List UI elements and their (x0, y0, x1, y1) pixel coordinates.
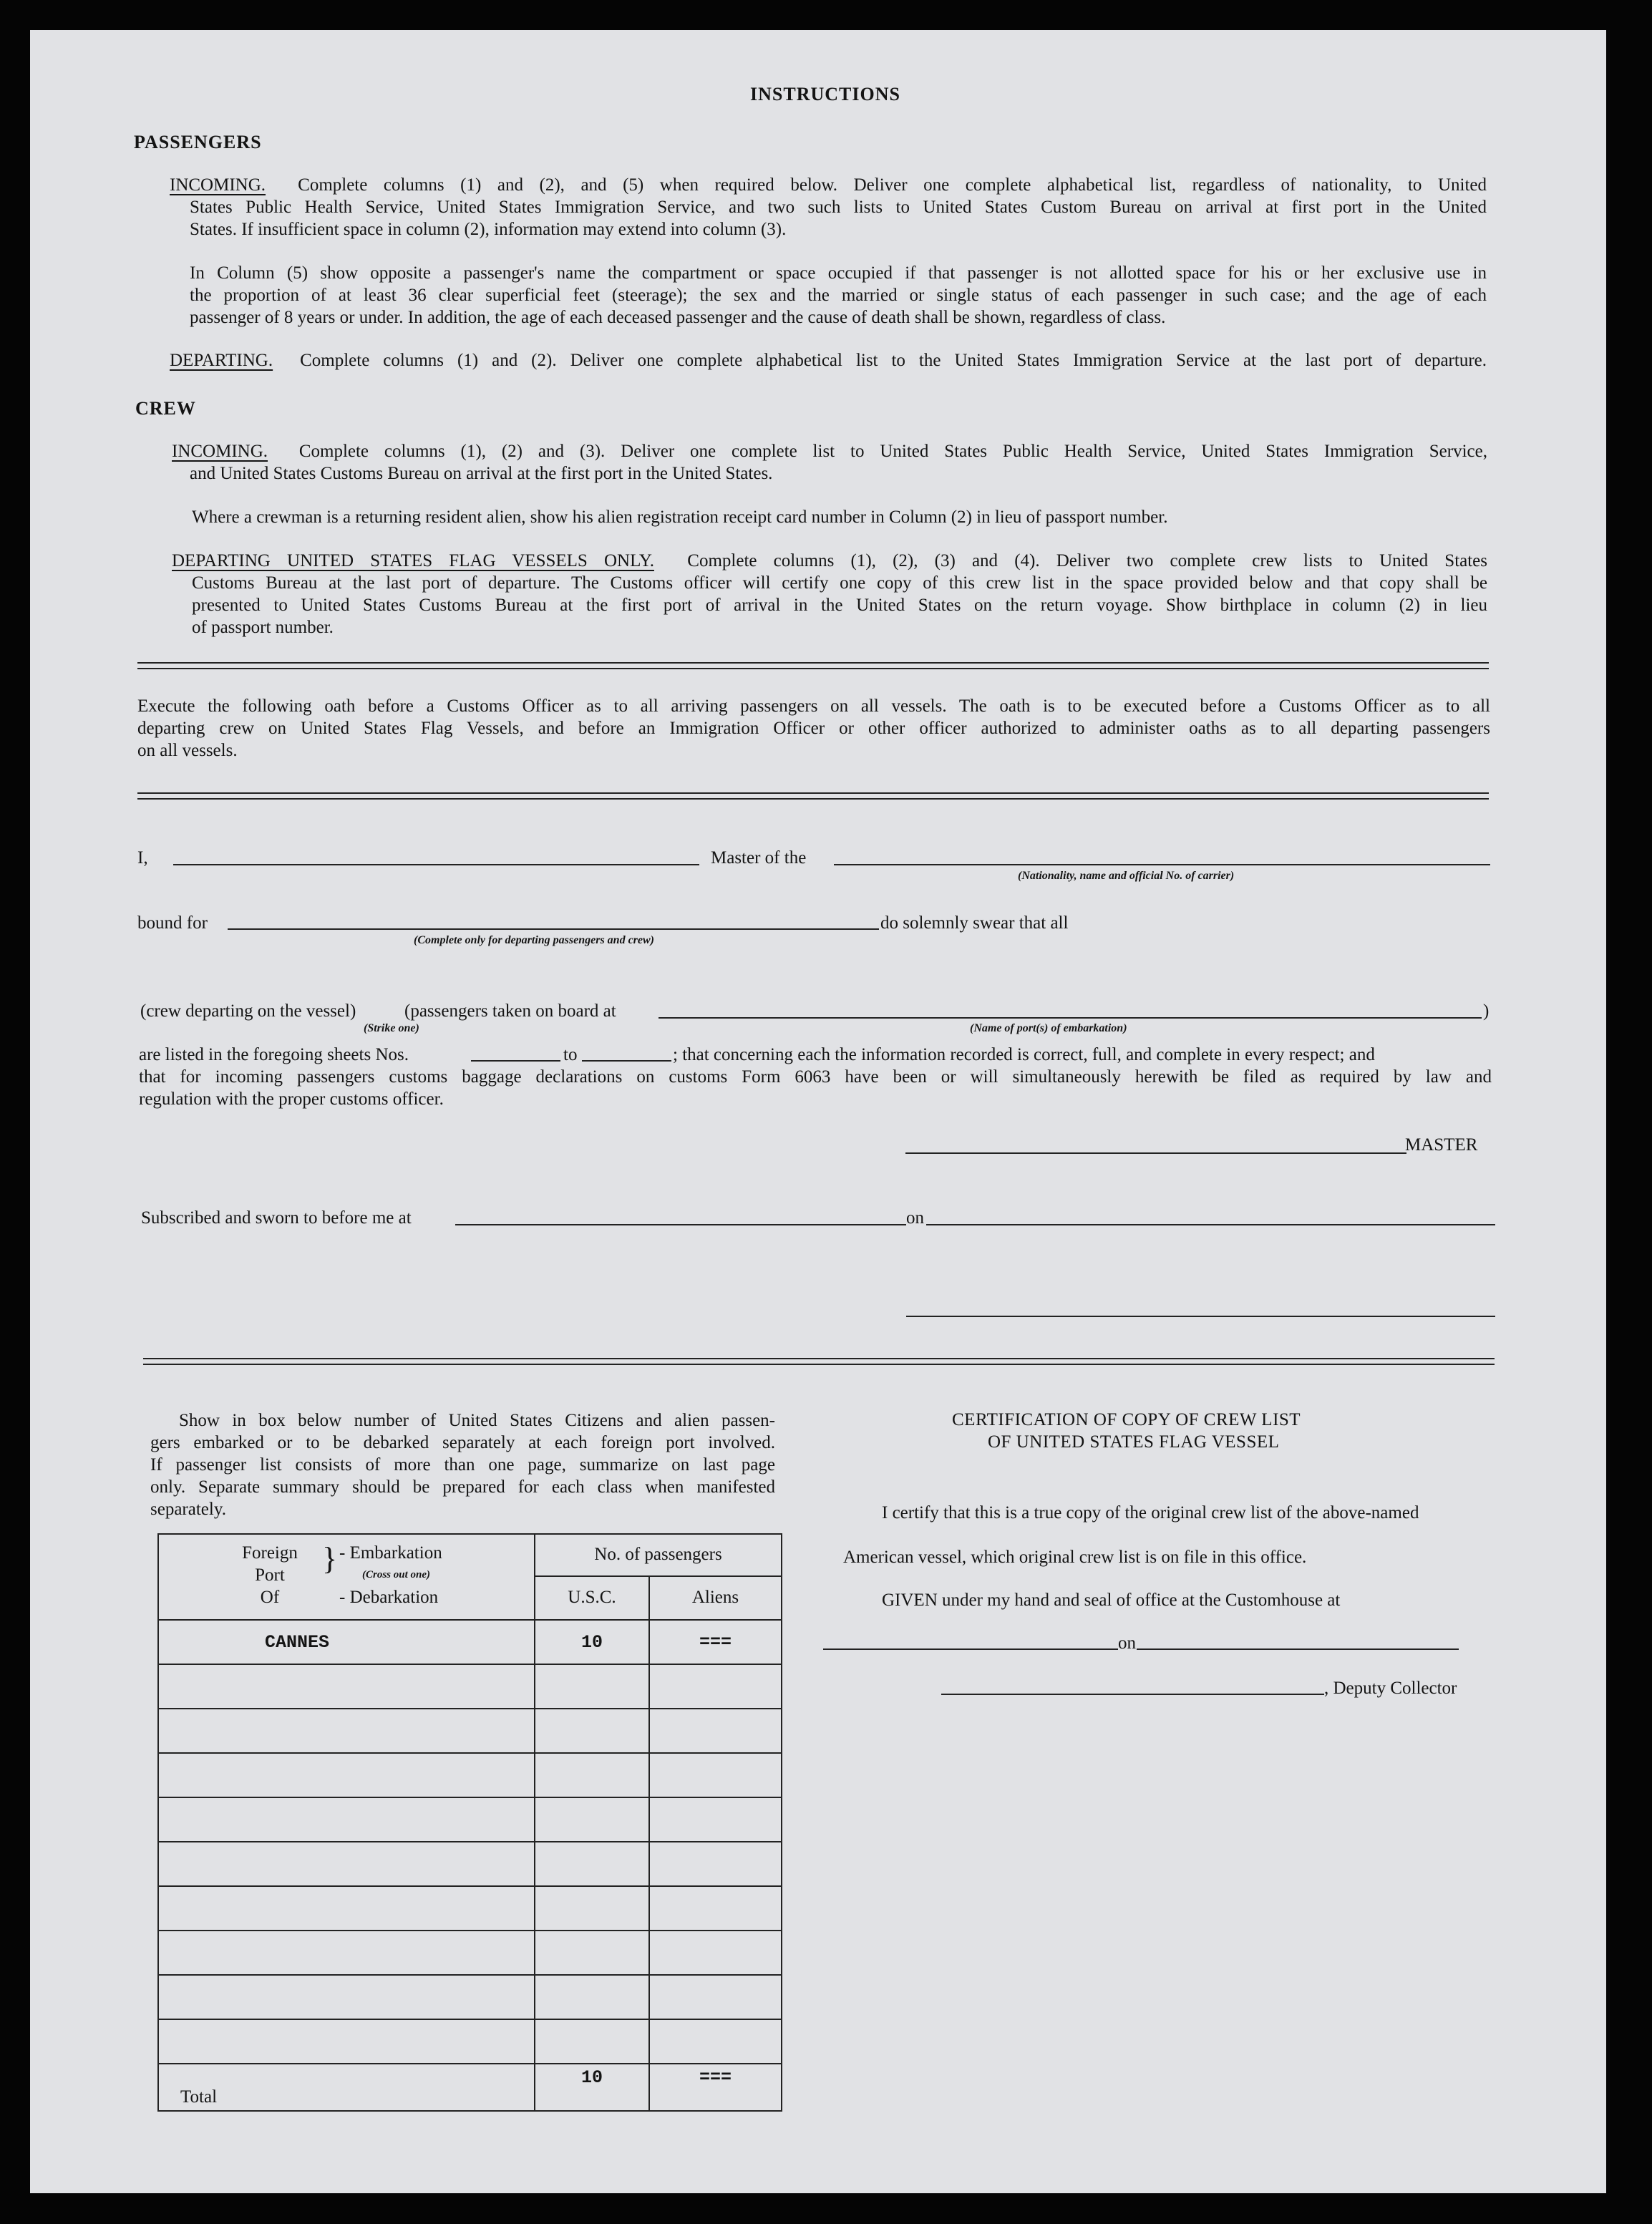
summary-instructions (150, 1409, 775, 1520)
aliens-cell[interactable] (649, 1975, 782, 2019)
embarkation-option[interactable]: - Embarkation (339, 1543, 442, 1563)
oath-instructions-paragraph (137, 695, 1490, 762)
subscribed-sworn-label: Subscribed and sworn to before me at (141, 1208, 412, 1228)
port-header-cell (158, 1534, 535, 1620)
usc-cell[interactable] (535, 1709, 649, 1753)
usc-cell[interactable] (535, 1664, 649, 1709)
aliens-cell[interactable] (649, 1886, 782, 1931)
aliens-cell[interactable] (649, 2019, 782, 2064)
usc-cell[interactable]: 10 (535, 1620, 649, 1664)
passengers-incoming-line-1 (170, 174, 1487, 196)
passengers-departing-paragraph (170, 349, 1487, 372)
sheets-line-2: that for incoming passengers customs baggage declarations on customs Form 6063 have been or will simultaneously herewith be filed as required by law and (139, 1067, 1492, 1087)
deputy-collector-label: , Deputy Collector (1324, 1679, 1457, 1698)
summary-instructions-line-2: gers embarked or to be debarked separately at each foreign port involved. (150, 1433, 775, 1452)
brace-glyph: } (322, 1541, 338, 1576)
column5-line-3: passenger of 8 years or under. In addition, the age of each deceased passenger and the cause of death shall be shown, regardless of class. (190, 308, 1166, 327)
section-divider-1 (137, 662, 1489, 669)
instructions-title: INSTRUCTIONS (750, 84, 900, 105)
passengers-incoming-line-2: States Public Health Service, United States Immigration Service, and two such lists to United States Custom Bureau on arrival at first port in the United (190, 198, 1487, 217)
summary-row (158, 1620, 782, 1664)
aliens-cell[interactable] (649, 1842, 782, 1886)
port-cell[interactable] (158, 1664, 535, 1709)
bound-for-label: bound for (137, 913, 208, 933)
sheet-from-field[interactable] (471, 1060, 560, 1062)
bound-for-note: (Complete only for departing passengers and crew) (414, 934, 654, 946)
usc-cell[interactable] (535, 1886, 649, 1931)
port-cell[interactable] (158, 1842, 535, 1886)
certification-title-2: OF UNITED STATES FLAG VESSEL (988, 1432, 1280, 1452)
debarkation-option[interactable]: - Debarkation (339, 1588, 439, 1607)
column5-line-1: In Column (5) show opposite a passenger's name the compartment or space occupied if that passenger is not allotted space for his or her exclusive use in (190, 263, 1487, 283)
oath-instructions-line-1: Execute the following oath before a Customs Officer as to all arriving passengers on all vessels. The oath is to be executed before a Customs Officer as to all (137, 696, 1490, 716)
oath-instructions-line-3: on all vessels. (137, 741, 238, 760)
summary-row (158, 1886, 782, 1931)
total-row (158, 2064, 782, 2111)
crew-departing-line-3: presented to United States Customs Bureau at the first port of arrival in the United States on the return voyage. Show birthplace in column (2) in lieu (192, 596, 1487, 615)
crew-incoming-paragraph (172, 440, 1487, 462)
crew-heading: CREW (135, 398, 196, 419)
sheets-paragraph (139, 1066, 1492, 1110)
deputy-collector-signature-field[interactable] (941, 1694, 1324, 1695)
aliens-cell[interactable] (649, 1931, 782, 1975)
close-paren: ) (1483, 1001, 1490, 1021)
embark-debark-options (339, 1542, 442, 1608)
certification-on-label: on (1118, 1633, 1136, 1653)
total-label-cell (158, 2064, 535, 2111)
column5-paragraph (190, 262, 1487, 329)
crew-departing-label: DEPARTING UNITED STATES FLAG VESSELS ONLY. (172, 551, 654, 570)
ports-note: (Name of port(s) of embarkation) (970, 1022, 1127, 1034)
port-header-label (234, 1542, 306, 1608)
aliens-header: Aliens (649, 1576, 782, 1620)
of-label: Of (260, 1588, 280, 1607)
aliens-cell[interactable] (649, 1709, 782, 1753)
certification-line-2: American vessel, which original crew list is on file in this office. (843, 1548, 1307, 1567)
section-divider-2 (137, 792, 1489, 800)
strike-one-note: (Strike one) (364, 1022, 419, 1034)
passengers-incoming-label: INCOMING. (170, 175, 266, 195)
passengers-incoming-paragraph (170, 174, 1487, 196)
sworn-on-label: on (906, 1208, 924, 1228)
aliens-cell[interactable] (649, 1664, 782, 1709)
section-divider-3 (143, 1358, 1495, 1365)
usc-cell[interactable] (535, 2019, 649, 2064)
passengers-departing-label: DEPARTING. (170, 351, 273, 370)
sworn-place-field[interactable] (455, 1224, 906, 1225)
passengers-departing-text: Complete columns (1) and (2). Deliver one complete alphabetical list to the United States Immigration Service at the last port of departure. (300, 351, 1487, 370)
certification-date-field[interactable] (1137, 1648, 1459, 1650)
column5-line-2: the proportion of at least 36 clear superficial feet (steerage); the sex and the married or single status of each passenger in such case; and the age of each (190, 286, 1487, 305)
officer-signature-field[interactable] (906, 1316, 1495, 1317)
summary-instructions-line-5: separately. (150, 1500, 226, 1519)
passengers-heading: PASSENGERS (134, 132, 262, 152)
usc-cell[interactable] (535, 1842, 649, 1886)
master-signature-label: MASTER (1405, 1135, 1478, 1155)
summary-row (158, 1797, 782, 1842)
aliens-cell[interactable] (649, 1797, 782, 1842)
port-cell[interactable]: CANNES (158, 1620, 535, 1664)
total-usc: 10 (535, 2064, 649, 2111)
crew-departing-text-1: Complete columns (1), (2), (3) and (4). Deliver two complete crew lists to United States (687, 551, 1488, 570)
passengers-taken-option[interactable]: (passengers taken on board at (404, 1001, 616, 1021)
sheets-line-1-rest: ; that concerning each the information recorded is correct, full, and complete in every respect; and (673, 1045, 1375, 1064)
aliens-cell[interactable] (649, 1753, 782, 1797)
total-aliens: === (649, 2064, 782, 2111)
carrier-note: (Nationality, name and official No. of carrier) (1018, 870, 1235, 882)
certification-line-1: I certify that this is a true copy of the original crew list of the above-named (882, 1503, 1419, 1523)
passengers-incoming-text-1: Complete columns (1) and (2), and (5) when required below. Deliver one complete alphabetical list, regardless of nationality, to United (298, 175, 1487, 195)
embarkation-ports-field[interactable] (659, 1017, 1482, 1019)
oath-i-label: I, (137, 848, 148, 868)
crew-incoming-line-1 (172, 440, 1487, 462)
crew-departing-continued (192, 572, 1487, 638)
passengers-incoming-line-3: States. If insufficient space in column (2), information may extend into column (3). (190, 220, 787, 239)
usc-cell[interactable] (535, 1931, 649, 1975)
crew-departing-option[interactable]: (crew departing on the vessel) (140, 1001, 356, 1021)
summary-row (158, 1931, 782, 1975)
summary-row (158, 1709, 782, 1753)
master-of-label: Master of the (711, 848, 807, 868)
port-cell[interactable] (158, 1886, 535, 1931)
summary-rows (158, 1620, 782, 2064)
sheet-to-field[interactable] (582, 1060, 671, 1062)
summary-row (158, 2019, 782, 2064)
passengers-incoming-continued (190, 196, 1487, 241)
master-name-field[interactable] (173, 864, 699, 865)
port-label: Port (255, 1565, 285, 1585)
usc-cell[interactable] (535, 1797, 649, 1842)
summary-instructions-line-3: If passenger list consists of more than one page, summarize on last page (150, 1455, 775, 1475)
crew-incoming-line-2: and United States Customs Bureau on arrival at the first port in the United States. (190, 464, 773, 483)
port-cell[interactable] (158, 1753, 535, 1797)
sheets-to-label: to (563, 1045, 578, 1064)
summary-row (158, 1842, 782, 1886)
customhouse-field[interactable] (823, 1648, 1118, 1650)
master-signature-field[interactable] (905, 1152, 1406, 1154)
port-cell[interactable] (158, 1797, 535, 1842)
crew-departing-paragraph (172, 550, 1487, 572)
port-cell[interactable] (158, 1975, 535, 2019)
no-of-passengers-header: No. of passengers (535, 1534, 782, 1576)
port-cell[interactable] (158, 2019, 535, 2064)
sheets-line-3: regulation with the proper customs officer. (139, 1089, 444, 1109)
usc-cell[interactable] (535, 1975, 649, 2019)
summary-row (158, 1664, 782, 1709)
usc-header: U.S.C. (535, 1576, 649, 1620)
aliens-cell[interactable]: === (649, 1620, 782, 1664)
sheets-nos-label: are listed in the foregoing sheets Nos. (139, 1045, 409, 1064)
crew-departing-line-2: Customs Bureau at the last port of departure. The Customs officer will certify one copy of this crew list in the space provided below and that copy shall be (192, 573, 1487, 593)
foreign-label: Foreign (242, 1543, 298, 1563)
oath-instructions-line-2: departing crew on United States Flag Vessels, and before an Immigration Officer or other officer authorized to administer oaths as to all departing passengers (137, 719, 1490, 738)
total-label: Total (180, 2087, 218, 2107)
summary-row (158, 1753, 782, 1797)
crew-departing-line-4: of passport number. (192, 618, 334, 637)
summary-row (158, 1975, 782, 2019)
passengers-departing-line (170, 349, 1487, 372)
summary-instructions-line-1: Show in box below number of United States Citizens and alien passen- (179, 1411, 775, 1430)
passenger-summary-table (157, 1533, 782, 2112)
cross-out-note: (Cross out one) (362, 1569, 431, 1580)
certification-title-1: CERTIFICATION OF COPY OF CREW LIST (952, 1410, 1301, 1429)
solemnly-swear-text: do solemnly swear that all (880, 913, 1069, 933)
sworn-date-field[interactable] (926, 1224, 1495, 1225)
carrier-field[interactable] (834, 864, 1490, 865)
bound-for-field[interactable] (228, 928, 879, 930)
certification-line-3: GIVEN under my hand and seal of office at the Customhouse at (882, 1591, 1341, 1610)
crew-incoming-label: INCOMING. (172, 442, 268, 461)
port-cell[interactable] (158, 1931, 535, 1975)
port-cell[interactable] (158, 1709, 535, 1753)
crew-departing-line-1 (172, 550, 1487, 572)
crew-incoming-text-1: Complete columns (1), (2) and (3). Deliver one complete list to United States Public Health Service, United States Immigration Service, (298, 442, 1487, 461)
crew-incoming-continued (190, 462, 1487, 485)
usc-cell[interactable] (535, 1753, 649, 1797)
crew-resident-alien-text: Where a crewman is a returning resident alien, show his alien registration receipt card number in Column (2) in lieu of passport number. (192, 508, 1168, 527)
summary-instructions-line-4: only. Separate summary should be prepared for each class when manifested (150, 1477, 775, 1497)
